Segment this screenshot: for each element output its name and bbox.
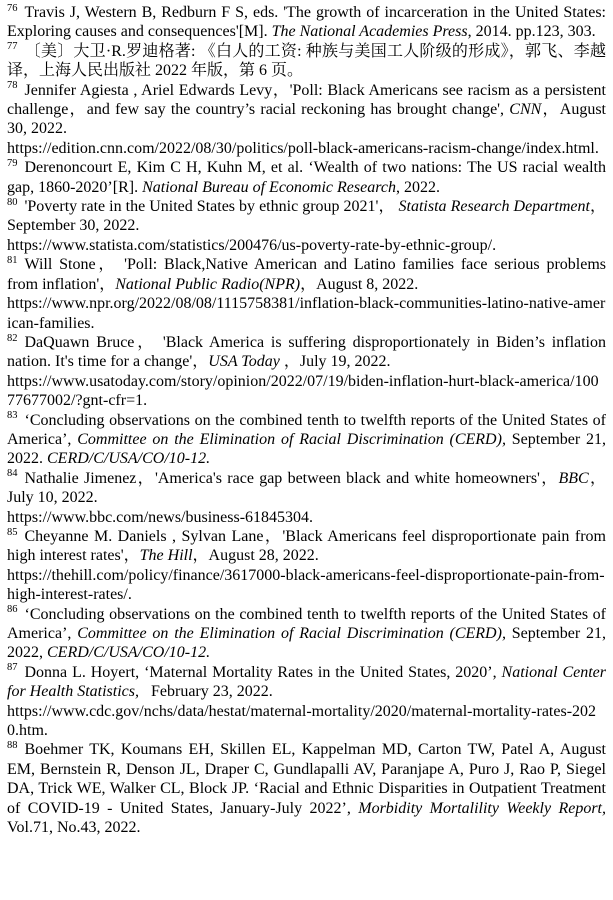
footnote-source-title: National Bureau of Economic Research [142, 178, 396, 196]
footnote-text: 'Poverty rate in the United States by ethnic group 2021'， [24, 198, 399, 216]
footnote-source-title: National Public Radio(NPR) [115, 275, 301, 293]
footnote-number: 77 [7, 41, 18, 53]
footnote-number: 81 [7, 254, 18, 266]
footnote-number: 87 [7, 662, 18, 674]
footnote-source-title: Committee on the Elimination of Racial Discrimination (CERD), [77, 625, 506, 642]
footnote-text: February 23, 2022. [139, 683, 273, 701]
footnote-text: ，September 30, 2022. [7, 198, 606, 235]
footnote-86 [7, 605, 606, 663]
footnote-number: 88 [7, 740, 18, 752]
footnote-text: Donna L. Hoyert, ‘Maternal Mortality Rates in the United States, 2020’, [24, 663, 502, 681]
footnote-source-title: Morbidity Mortalility Weekly Report, [358, 799, 607, 817]
footnote-text: 〔美〕大卫·R.罗迪格著: 《白人的工资: 种族与美国工人阶级的形成》，郭飞、李越译，上海人民出版社 2022 年版，第 6 页。 [7, 42, 606, 80]
footnote-text: Boehmer TK, Koumans EH, Skillen EL, Kappelman MD, Carton TW, Patel A, August EM, Bernstein R, Denson JL, Draper C, Gundlapalli AV, Paranjape A, Puro J, Rao P, Siegel DA, Trick WE, Walker CL, Block JP. ‘Racial and Ethnic Disparities in Outpatient Treatment of COVID-19 - United States, January-July 2022’, [7, 741, 606, 817]
footnote-url: https://www.bbc.com/news/business-61845304. [7, 508, 314, 526]
footnote-text: Travis J, Western B, Redburn F S, eds. 'The growth of incarceration in the United States: Exploring causes and consequences'[M]. [7, 4, 606, 41]
footnote-number: 83 [7, 410, 18, 422]
footnote-text: , 2014. pp.123, 303. [467, 23, 596, 41]
footnote-text: Will Stone， 'Poll: Black,Native American and Latino families face serious problems from inflation'， [7, 256, 606, 293]
footnote-source-title: Statista Research Department [398, 198, 590, 216]
footnote-text: ，August 28, 2022. [192, 547, 319, 565]
footnote-text: September 21, 2022. [7, 430, 607, 468]
footnote-text: ‘Concluding observations on the combined tenth to twelfth reports of the United States of America’, [7, 605, 606, 642]
footnote-text: Vol.71, No.43, 2022. [7, 819, 141, 837]
footnote-text: Nathalie Jimenez，'America's race gap between black and white homeowners'， [24, 469, 559, 487]
footnote-number: 76 [7, 2, 18, 14]
footnote-84 [7, 469, 606, 527]
footnote-list [7, 3, 606, 837]
footnote-source-title: CERD/C/USA/CO/10-12. [47, 450, 211, 468]
footnote-text: ，July 10, 2022. [7, 469, 606, 507]
footnote-79 [7, 158, 606, 197]
footnote-80 [7, 197, 606, 255]
footnote-number: 80 [7, 196, 18, 208]
footnote-source-title: National Center for Health Statistics, [7, 663, 606, 701]
footnote-source-title: CERD/C/USA/CO/10-12. [47, 644, 211, 662]
footnote-source-title: The Hill [139, 547, 193, 565]
footnote-text: ，July 19, 2022. [279, 353, 391, 371]
footnote-url: https://www.npr.org/2022/08/08/1115758381/inflation-black-communities-latino-native-american-families. [7, 295, 606, 332]
footnote-url: https://www.usatoday.com/story/opinion/2022/07/19/biden-inflation-hurt-black-america/10077677002/?gnt-cfr=1. [7, 372, 599, 410]
footnote-number: 84 [7, 468, 18, 480]
footnote-source-title: Committee on the Elimination of Racial Discrimination (CERD), [77, 430, 506, 448]
footnote-88 [7, 740, 606, 837]
footnote-source-title: USA Today [208, 353, 280, 371]
footnote-81 [7, 255, 606, 333]
footnote-text: ‘Concluding observations on the combined tenth to twelfth reports of the United States of America’, [7, 411, 606, 448]
footnote-78 [7, 81, 606, 159]
footnote-85 [7, 527, 606, 605]
footnote-82 [7, 333, 606, 411]
footnote-text: Derenoncourt E, Kim C H, Kuhn M, et al. ‘Wealth of two nations: The US racial wealth gap, 1860-2020’[R]. [7, 159, 606, 196]
footnote-number: 85 [7, 526, 18, 538]
footnote-number: 79 [7, 157, 18, 169]
footnote-76 [7, 3, 606, 42]
footnote-87 [7, 663, 606, 741]
footnote-source-title: BBC [558, 469, 589, 487]
footnote-number: 78 [7, 80, 18, 92]
footnote-source-title: CNN [509, 101, 542, 119]
footnote-text: Cheyanne M. Daniels , Sylvan Lane，'Black Americans feel disproportionate pain from high interest rates'， [7, 527, 606, 565]
footnote-text: Jennifer Agiesta , Ariel Edwards Levy，'Poll: Black Americans see racism as a persistent challenge，and few say the country’s racial reckoning has brought change', [7, 81, 606, 119]
footnote-text: ，August 8, 2022. [300, 275, 419, 293]
footnote-77 [7, 42, 606, 81]
footnote-text: ，August 30, 2022. [7, 101, 606, 138]
footnote-url: https://edition.cnn.com/2022/08/30/politics/poll-black-americans-racism-change/index.html. [7, 139, 599, 157]
footnote-number: 82 [7, 332, 18, 344]
footnote-number: 86 [7, 604, 18, 616]
footnote-83 [7, 411, 606, 469]
footnote-text: , 2022. [395, 178, 440, 196]
footnote-text: DaQuawn Bruce， 'Black America is suffering disproportionately in Biden’s inflation nation. It's time for a change'， [7, 333, 606, 371]
footnote-url: https://www.statista.com/statistics/200476/us-poverty-rate-by-ethnic-group/. [7, 236, 497, 254]
footnote-text: September 21, 2022, [7, 625, 607, 662]
reference-page [7, 3, 606, 837]
footnote-url: https://thehill.com/policy/finance/3617000-black-americans-feel-disproportionate-pain-from-high-interest-rates/. [7, 566, 605, 604]
footnote-source-title: The National Academies Press [271, 23, 468, 41]
footnote-url: https://www.cdc.gov/nchs/data/hestat/maternal-mortality/2020/maternal-mortality-rates-2020.htm. [7, 702, 597, 740]
